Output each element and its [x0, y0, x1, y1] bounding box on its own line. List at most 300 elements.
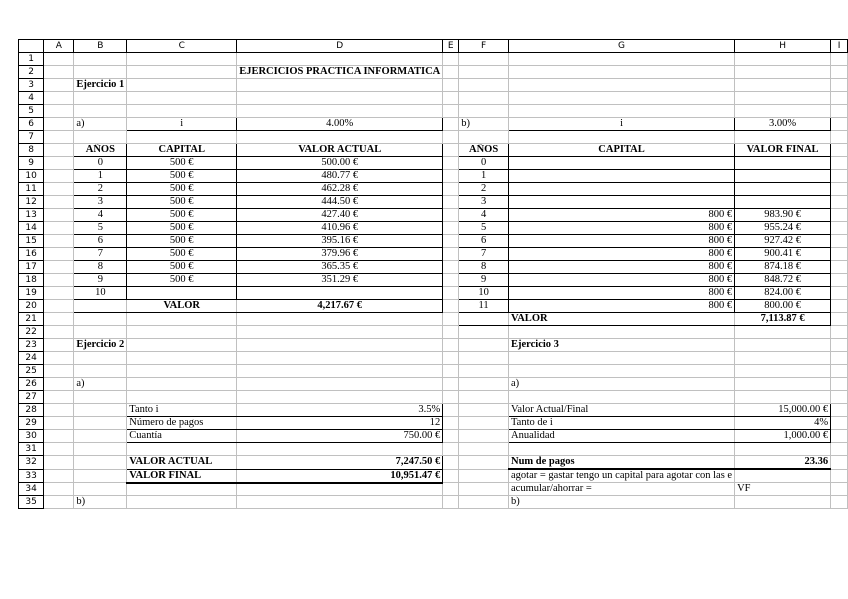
cell[interactable] [237, 326, 443, 339]
cell[interactable] [127, 53, 237, 66]
cell[interactable] [735, 66, 831, 79]
anualidad-label[interactable]: Anualidad [509, 430, 735, 443]
cell[interactable] [44, 144, 74, 157]
cell[interactable] [509, 365, 735, 378]
cell[interactable] [74, 365, 127, 378]
cell[interactable] [831, 53, 848, 66]
year-cell[interactable]: 6 [74, 235, 127, 248]
ej1-part-b[interactable]: b) [459, 118, 509, 131]
cell[interactable] [443, 157, 459, 170]
row-header[interactable]: 19 [19, 287, 44, 300]
cell[interactable] [443, 274, 459, 287]
cell[interactable] [44, 131, 74, 144]
cell[interactable] [443, 235, 459, 248]
cell[interactable] [74, 483, 127, 496]
cell[interactable] [127, 326, 237, 339]
cell[interactable] [459, 391, 509, 404]
note-vf[interactable]: VF [735, 483, 831, 496]
cell[interactable] [443, 144, 459, 157]
row-header[interactable]: 16 [19, 248, 44, 261]
row-header[interactable]: 12 [19, 196, 44, 209]
cell[interactable] [459, 326, 509, 339]
column-header-g[interactable]: G [509, 40, 735, 53]
cell[interactable] [831, 144, 848, 157]
cell[interactable] [831, 79, 848, 92]
capital-cell[interactable]: 800 € [509, 261, 735, 274]
header-valor-final[interactable]: VALOR FINAL [735, 144, 831, 157]
valor-actual-cell[interactable]: 410.96 € [237, 222, 443, 235]
cell[interactable] [831, 417, 848, 430]
valor-actual-cell[interactable]: 365.35 € [237, 261, 443, 274]
cell[interactable] [74, 352, 127, 365]
vaf-value[interactable]: 15,000.00 € [735, 404, 831, 417]
cell[interactable] [44, 183, 74, 196]
valor-actual-cell[interactable]: 480.77 € [237, 170, 443, 183]
year-cell[interactable]: 1 [74, 170, 127, 183]
capital-cell[interactable]: 800 € [509, 222, 735, 235]
capital-cell[interactable]: 500 € [127, 196, 237, 209]
cell[interactable] [443, 378, 459, 391]
cell[interactable] [459, 430, 509, 443]
column-header-a[interactable]: A [44, 40, 74, 53]
cell[interactable] [831, 352, 848, 365]
vf-value[interactable]: 10,951.47 € [237, 469, 443, 483]
header-capital[interactable]: CAPITAL [127, 144, 237, 157]
cell[interactable] [443, 483, 459, 496]
valor-actual-cell[interactable]: 351.29 € [237, 274, 443, 287]
row-header[interactable]: 11 [19, 183, 44, 196]
cell[interactable] [831, 131, 848, 144]
year-cell[interactable]: 2 [74, 183, 127, 196]
cell[interactable] [127, 66, 237, 79]
cell[interactable] [443, 131, 459, 144]
cell[interactable] [127, 378, 237, 391]
num-pagos-label[interactable]: Número de pagos [127, 417, 237, 430]
cell[interactable] [831, 404, 848, 417]
row-header[interactable]: 8 [19, 144, 44, 157]
cell[interactable] [44, 496, 74, 509]
year-cell[interactable]: 7 [74, 248, 127, 261]
cell[interactable] [74, 417, 127, 430]
cell[interactable] [831, 235, 848, 248]
year-cell[interactable]: 8 [74, 261, 127, 274]
cell[interactable] [44, 326, 74, 339]
valor-total-2[interactable]: 7,113.87 € [735, 313, 831, 326]
cell[interactable] [735, 79, 831, 92]
capital-cell[interactable]: 800 € [509, 300, 735, 313]
valor-final-cell[interactable]: 824.00 € [735, 287, 831, 300]
row-header[interactable]: 13 [19, 209, 44, 222]
valor-actual-cell[interactable]: 462.28 € [237, 183, 443, 196]
cell[interactable] [509, 131, 735, 144]
capital-cell[interactable]: 500 € [127, 261, 237, 274]
cell[interactable] [831, 287, 848, 300]
cell[interactable] [509, 105, 735, 118]
year-cell[interactable]: 4 [459, 209, 509, 222]
cell[interactable] [831, 313, 848, 326]
cell[interactable] [831, 248, 848, 261]
cell[interactable] [44, 66, 74, 79]
cell[interactable] [831, 222, 848, 235]
year-cell[interactable]: 3 [459, 196, 509, 209]
valor-final-cell[interactable] [735, 170, 831, 183]
cell[interactable] [459, 313, 509, 326]
cell[interactable] [44, 274, 74, 287]
cell[interactable] [74, 326, 127, 339]
year-cell[interactable]: 9 [459, 274, 509, 287]
cell[interactable] [237, 339, 443, 352]
cell[interactable] [443, 300, 459, 313]
cell[interactable] [443, 417, 459, 430]
capital-cell[interactable]: 800 € [509, 209, 735, 222]
cell[interactable] [443, 339, 459, 352]
cuantia-label[interactable]: Cuantía [127, 430, 237, 443]
cell[interactable] [735, 496, 831, 509]
cell[interactable] [831, 391, 848, 404]
row-header[interactable]: 28 [19, 404, 44, 417]
cell[interactable] [735, 326, 831, 339]
cell[interactable] [443, 365, 459, 378]
cell[interactable] [44, 313, 74, 326]
cell[interactable] [459, 483, 509, 496]
cell[interactable] [831, 496, 848, 509]
cell[interactable] [44, 157, 74, 170]
cell[interactable] [443, 430, 459, 443]
column-header-f[interactable]: F [459, 40, 509, 53]
cell[interactable] [831, 209, 848, 222]
cell[interactable] [831, 118, 848, 131]
cell[interactable] [237, 352, 443, 365]
cell[interactable] [443, 183, 459, 196]
cell[interactable] [74, 66, 127, 79]
year-cell[interactable]: 1 [459, 170, 509, 183]
note-acumular[interactable]: acumular/ahorrar = [509, 483, 735, 496]
row-header[interactable]: 26 [19, 378, 44, 391]
row-header[interactable]: 31 [19, 443, 44, 456]
cell[interactable] [44, 170, 74, 183]
cell[interactable] [44, 287, 74, 300]
year-cell[interactable]: 5 [74, 222, 127, 235]
cell[interactable] [44, 365, 74, 378]
cell[interactable] [44, 417, 74, 430]
vaf-label[interactable]: Valor Actual/Final [509, 404, 735, 417]
cell[interactable] [735, 339, 831, 352]
cell[interactable] [443, 92, 459, 105]
valor-final-cell[interactable] [735, 183, 831, 196]
cell[interactable] [443, 261, 459, 274]
cell[interactable] [509, 443, 735, 456]
cell[interactable] [127, 79, 237, 92]
cell[interactable] [443, 391, 459, 404]
cell[interactable] [44, 300, 74, 313]
row-header[interactable]: 1 [19, 53, 44, 66]
year-cell[interactable]: 2 [459, 183, 509, 196]
year-cell[interactable]: 7 [459, 248, 509, 261]
cell[interactable] [831, 170, 848, 183]
tanto-i-value[interactable]: 4% [735, 417, 831, 430]
valor-final-cell[interactable] [735, 157, 831, 170]
cell[interactable] [831, 183, 848, 196]
capital-cell[interactable] [509, 196, 735, 209]
cell[interactable] [44, 378, 74, 391]
capital-cell[interactable] [509, 170, 735, 183]
cell[interactable] [44, 105, 74, 118]
cell[interactable] [127, 483, 237, 496]
cell[interactable] [831, 196, 848, 209]
va-label[interactable]: VALOR ACTUAL [127, 456, 237, 470]
cell[interactable] [831, 339, 848, 352]
cell[interactable] [735, 365, 831, 378]
year-cell[interactable]: 3 [74, 196, 127, 209]
cell[interactable] [127, 391, 237, 404]
valor-actual-cell[interactable]: 379.96 € [237, 248, 443, 261]
cell[interactable] [127, 105, 237, 118]
cell[interactable] [44, 248, 74, 261]
year-cell[interactable]: 6 [459, 235, 509, 248]
row-header[interactable]: 30 [19, 430, 44, 443]
cell[interactable] [831, 430, 848, 443]
cell[interactable] [459, 443, 509, 456]
valor-total[interactable]: 4,217.67 € [237, 300, 443, 313]
cell[interactable] [237, 483, 443, 496]
cell[interactable] [459, 404, 509, 417]
va-value[interactable]: 7,247.50 € [237, 456, 443, 470]
cell[interactable] [735, 391, 831, 404]
row-header[interactable]: 25 [19, 365, 44, 378]
ej2-part-b[interactable]: b) [74, 496, 127, 509]
cell[interactable] [443, 456, 459, 470]
cell[interactable] [459, 79, 509, 92]
capital-cell[interactable]: 800 € [509, 235, 735, 248]
cell[interactable] [831, 66, 848, 79]
capital-cell[interactable]: 500 € [127, 248, 237, 261]
column-header-h[interactable]: H [735, 40, 831, 53]
valor-final-cell[interactable]: 874.18 € [735, 261, 831, 274]
column-header-e[interactable]: E [443, 40, 459, 53]
cell[interactable] [443, 287, 459, 300]
cell[interactable] [443, 118, 459, 131]
capital-cell[interactable] [509, 183, 735, 196]
cell[interactable] [443, 222, 459, 235]
cell[interactable] [44, 352, 74, 365]
sheet-title[interactable]: EJERCICIOS PRACTICA INFORMATICA [237, 66, 443, 79]
row-header[interactable]: 24 [19, 352, 44, 365]
year-cell[interactable]: 10 [74, 287, 127, 300]
cell[interactable] [237, 313, 443, 326]
cell[interactable] [443, 443, 459, 456]
ej2-part-a[interactable]: a) [74, 378, 127, 391]
cell[interactable] [44, 235, 74, 248]
row-header[interactable]: 20 [19, 300, 44, 313]
cell[interactable] [459, 496, 509, 509]
cell[interactable] [44, 209, 74, 222]
cell[interactable] [831, 326, 848, 339]
row-header[interactable]: 9 [19, 157, 44, 170]
cell[interactable] [831, 483, 848, 496]
cell[interactable] [44, 79, 74, 92]
cell[interactable] [44, 261, 74, 274]
cell[interactable] [459, 53, 509, 66]
exercise-3-label[interactable]: Ejercicio 3 [509, 339, 735, 352]
row-header[interactable]: 32 [19, 456, 44, 470]
row-header[interactable]: 21 [19, 313, 44, 326]
cell[interactable] [509, 79, 735, 92]
cell[interactable] [831, 443, 848, 456]
ej1-i-value[interactable]: 4.00% [237, 118, 443, 131]
cell[interactable] [44, 469, 74, 483]
cell[interactable] [735, 352, 831, 365]
cell[interactable] [831, 157, 848, 170]
cell[interactable] [44, 404, 74, 417]
cell[interactable] [44, 118, 74, 131]
cell[interactable] [443, 404, 459, 417]
ej1-i2-label[interactable]: i [509, 118, 735, 131]
column-header-d[interactable]: D [237, 40, 443, 53]
cell[interactable] [459, 365, 509, 378]
cell[interactable] [459, 456, 509, 470]
valor-actual-cell[interactable] [237, 287, 443, 300]
cell[interactable] [735, 131, 831, 144]
cell[interactable] [44, 222, 74, 235]
capital-cell[interactable]: 800 € [509, 248, 735, 261]
cell[interactable] [509, 66, 735, 79]
select-all-corner[interactable] [19, 40, 44, 53]
cell[interactable] [831, 274, 848, 287]
row-header[interactable]: 33 [19, 469, 44, 483]
cell[interactable] [237, 105, 443, 118]
cell[interactable] [44, 443, 74, 456]
header-anos[interactable]: AÑOS [74, 144, 127, 157]
valor-label-2[interactable]: VALOR [509, 313, 735, 326]
cell[interactable] [443, 469, 459, 483]
valor-final-cell[interactable]: 983.90 € [735, 209, 831, 222]
cell[interactable] [735, 443, 831, 456]
tanto-label[interactable]: Tanto i [127, 404, 237, 417]
valor-final-cell[interactable]: 900.41 € [735, 248, 831, 261]
cell[interactable] [831, 378, 848, 391]
row-header[interactable]: 4 [19, 92, 44, 105]
cell[interactable] [509, 92, 735, 105]
ej1-part-a[interactable]: a) [74, 118, 127, 131]
row-header[interactable]: 27 [19, 391, 44, 404]
tanto-i-label[interactable]: Tanto de i [509, 417, 735, 430]
cell[interactable] [443, 352, 459, 365]
cell[interactable] [735, 92, 831, 105]
year-cell[interactable]: 5 [459, 222, 509, 235]
cell[interactable] [831, 261, 848, 274]
cell[interactable] [44, 430, 74, 443]
valor-final-cell[interactable]: 848.72 € [735, 274, 831, 287]
cell[interactable] [443, 66, 459, 79]
ej3-part-a[interactable]: a) [509, 378, 735, 391]
cell[interactable] [127, 339, 237, 352]
row-header[interactable]: 2 [19, 66, 44, 79]
cell[interactable] [443, 170, 459, 183]
cell[interactable] [459, 469, 509, 483]
cell[interactable] [459, 131, 509, 144]
header-valor-actual[interactable]: VALOR ACTUAL [237, 144, 443, 157]
note-agotar[interactable]: agotar = gastar tengo un capital para agotar con las e [509, 469, 735, 483]
row-header[interactable]: 34 [19, 483, 44, 496]
cell[interactable] [443, 105, 459, 118]
cell[interactable] [44, 483, 74, 496]
valor-actual-cell[interactable]: 427.40 € [237, 209, 443, 222]
row-header[interactable]: 14 [19, 222, 44, 235]
year-cell[interactable]: 9 [74, 274, 127, 287]
valor-final-cell[interactable]: 800.00 € [735, 300, 831, 313]
cell[interactable] [831, 300, 848, 313]
exercise-1-label[interactable]: Ejercicio 1 [74, 79, 127, 92]
year-cell[interactable]: 0 [459, 157, 509, 170]
capital-cell[interactable]: 500 € [127, 209, 237, 222]
capital-cell[interactable] [127, 287, 237, 300]
cell[interactable] [74, 404, 127, 417]
cell[interactable] [237, 496, 443, 509]
cell[interactable] [443, 53, 459, 66]
num-pagos-label-3[interactable]: Num de pagos [509, 456, 735, 470]
cell[interactable] [237, 53, 443, 66]
cell[interactable] [74, 53, 127, 66]
capital-cell[interactable] [509, 157, 735, 170]
cell[interactable] [509, 53, 735, 66]
capital-cell[interactable]: 500 € [127, 183, 237, 196]
cell[interactable] [735, 53, 831, 66]
cell[interactable] [443, 248, 459, 261]
cell[interactable] [237, 391, 443, 404]
column-header-i[interactable]: I [831, 40, 848, 53]
cell[interactable] [44, 92, 74, 105]
row-header[interactable]: 18 [19, 274, 44, 287]
capital-cell[interactable]: 500 € [127, 157, 237, 170]
row-header[interactable]: 7 [19, 131, 44, 144]
cell[interactable] [74, 469, 127, 483]
cell[interactable] [74, 92, 127, 105]
cell[interactable] [74, 105, 127, 118]
row-header[interactable]: 15 [19, 235, 44, 248]
cell[interactable] [443, 313, 459, 326]
row-header[interactable]: 17 [19, 261, 44, 274]
cell[interactable] [237, 443, 443, 456]
cell[interactable] [74, 456, 127, 470]
capital-cell[interactable]: 500 € [127, 222, 237, 235]
cell[interactable] [831, 105, 848, 118]
cell[interactable] [831, 365, 848, 378]
cell[interactable] [459, 352, 509, 365]
cell[interactable] [127, 352, 237, 365]
valor-final-cell[interactable]: 955.24 € [735, 222, 831, 235]
cell[interactable] [44, 391, 74, 404]
cell[interactable] [443, 209, 459, 222]
anualidad-value[interactable]: 1,000.00 € [735, 430, 831, 443]
cell[interactable] [237, 92, 443, 105]
capital-cell[interactable]: 800 € [509, 274, 735, 287]
cell[interactable] [735, 105, 831, 118]
vf-label[interactable]: VALOR FINAL [127, 469, 237, 483]
cell[interactable] [831, 456, 848, 470]
year-cell[interactable]: 11 [459, 300, 509, 313]
num-pagos-value[interactable]: 12 [237, 417, 443, 430]
header-capital-2[interactable]: CAPITAL [509, 144, 735, 157]
ej1-i-label[interactable]: i [127, 118, 237, 131]
cell[interactable] [237, 131, 443, 144]
year-cell[interactable]: 0 [74, 157, 127, 170]
cell[interactable] [44, 456, 74, 470]
cell[interactable] [127, 92, 237, 105]
capital-cell[interactable]: 500 € [127, 235, 237, 248]
cell[interactable] [74, 443, 127, 456]
year-cell[interactable]: 4 [74, 209, 127, 222]
cell[interactable] [459, 417, 509, 430]
